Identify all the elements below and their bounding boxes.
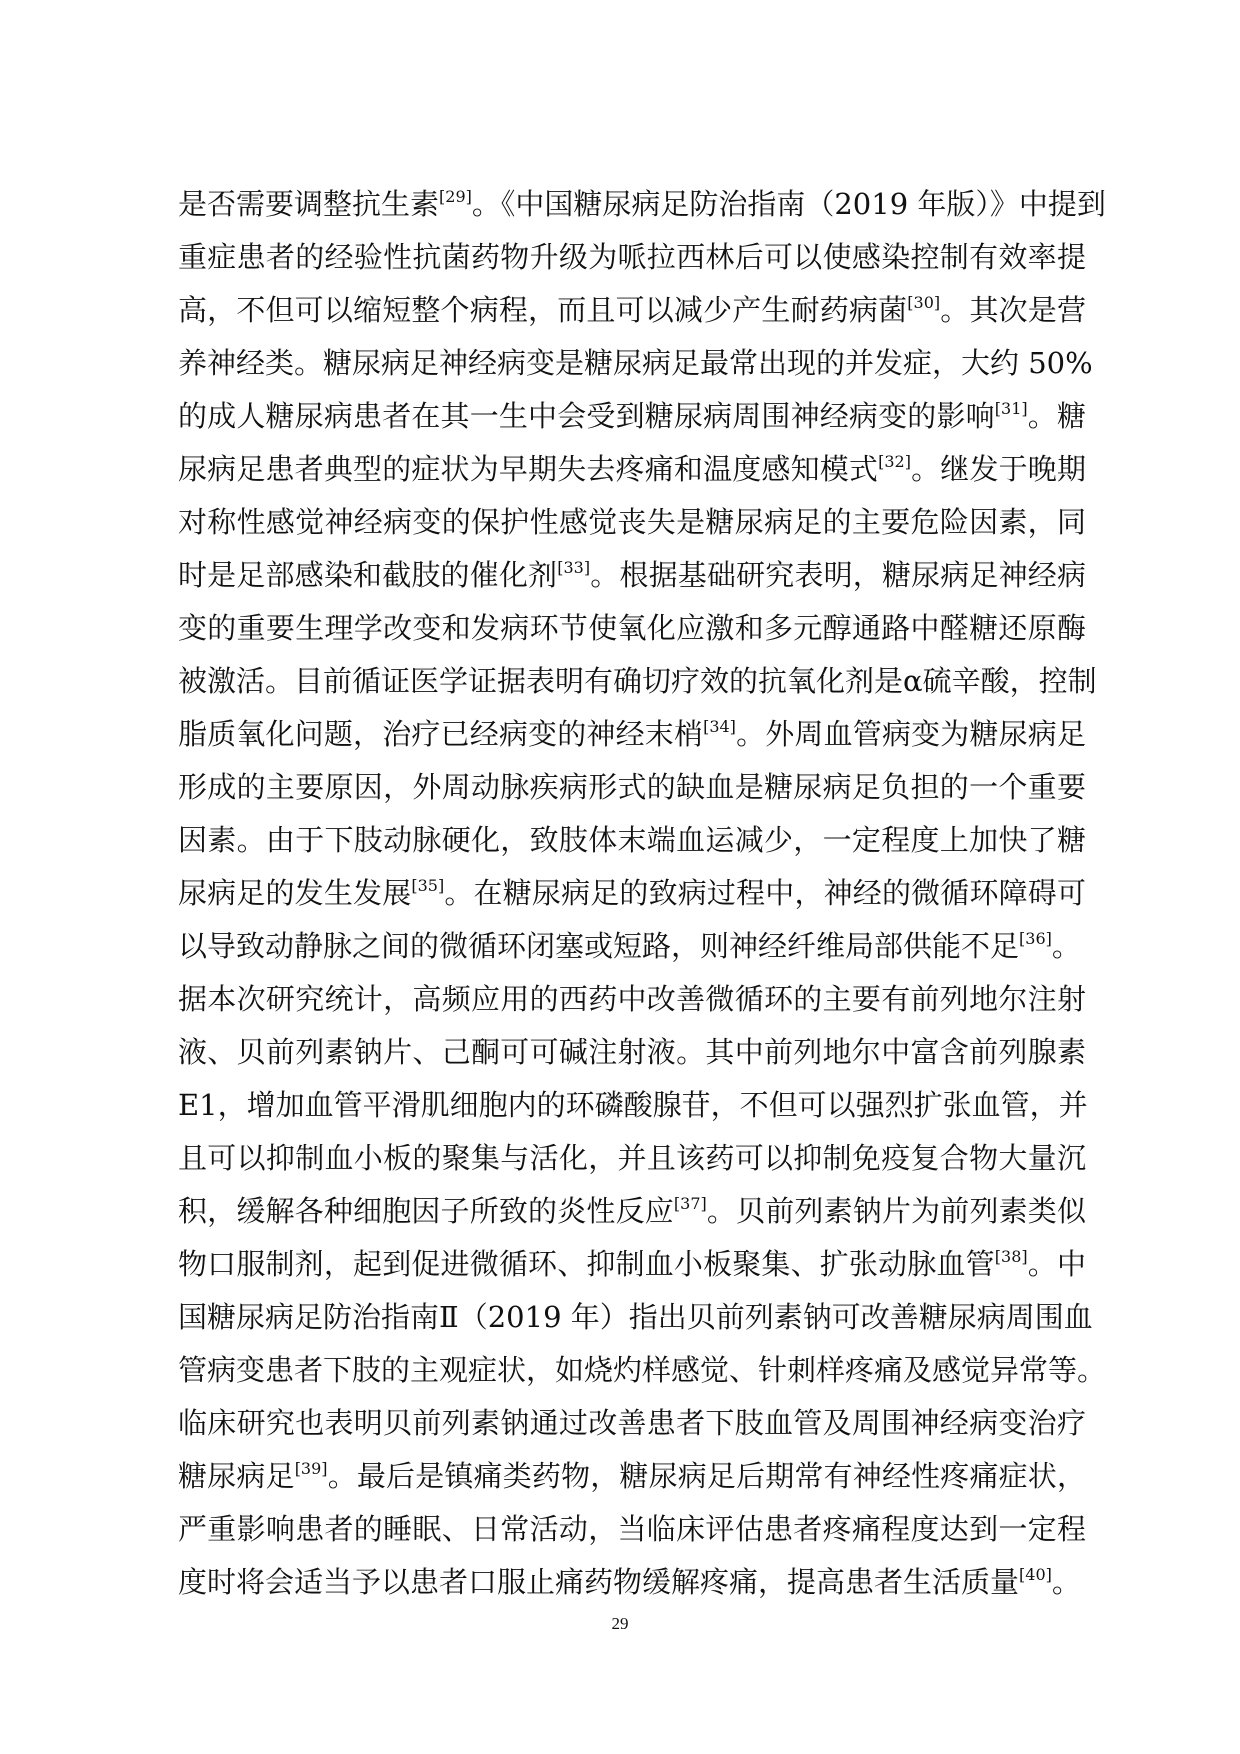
text-line	[178, 1079, 1086, 1132]
citation-marker: [30]	[907, 293, 941, 312]
text-line	[178, 1026, 1086, 1079]
text-segment: 管病变患者下肢的主观症状，如烧灼样感觉、针刺样疼痛及感觉异常等。	[178, 1353, 1107, 1387]
text-line	[178, 1132, 1086, 1185]
text-line	[178, 1556, 1086, 1609]
text-segment: 以导致动静脉之间的微循环闭塞或短路，则神经纤维局部供能不足	[178, 929, 1020, 963]
text-line	[178, 867, 1086, 920]
text-segment: 物口服制剂，起到促进微循环、抑制血小板聚集、扩张动脉血管	[178, 1247, 995, 1281]
text-segment: 。根据基础研究表明，糖尿病足神经病	[590, 558, 1086, 592]
text-segment: 。外周血管病变为糖尿病足	[735, 717, 1086, 751]
text-segment: 积，缓解各种细胞因子所致的炎性反应	[178, 1194, 674, 1228]
citation-marker: [35]	[411, 876, 445, 895]
text-line	[178, 920, 1086, 973]
citation-marker: [32]	[878, 452, 911, 471]
text-segment: 变的重要生理学改变和发病环节使氧化应激和多元醇通路中醛糖还原酶	[178, 611, 1086, 645]
citation-marker: [31]	[994, 399, 1028, 418]
text-line	[178, 1503, 1086, 1556]
text-line	[178, 602, 1086, 655]
text-line	[178, 1291, 1093, 1344]
text-line	[178, 231, 1086, 284]
text-line	[178, 337, 1093, 390]
text-segment: 高，不但可以缩短整个病程，而且可以减少产生耐药病菌	[178, 293, 908, 327]
citation-marker: [34]	[703, 717, 736, 736]
text-segment: 。继发于晚期	[910, 452, 1086, 486]
text-segment: 形成的主要原因，外周动脉疾病形式的缺血是糖尿病足负担的一个重要	[178, 770, 1086, 804]
text-segment: 尿病足患者典型的症状为早期失去疼痛和温度感知模式	[178, 452, 879, 486]
text-segment: 尿病足的发生发展	[178, 876, 412, 910]
text-segment: 。最后是镇痛类药物，糖尿病足后期常有神经性疼痛症状，	[327, 1459, 1086, 1493]
text-segment: 的成人糖尿病患者在其一生中会受到糖尿病周围神经病变的影响	[178, 399, 995, 433]
text-segment: 据本次研究统计，高频应用的西药中改善微循环的主要有前列地尔注射	[178, 982, 1086, 1016]
text-segment: 脂质氧化问题，治疗已经病变的神经末梢	[178, 717, 704, 751]
text-segment: 。糖	[1027, 399, 1086, 433]
text-segment: 对称性感觉神经病变的保护性感觉丧失是糖尿病足的主要危险因素，同	[178, 505, 1086, 539]
text-line	[178, 814, 1086, 867]
text-line	[178, 1185, 1086, 1238]
text-line	[178, 443, 1086, 496]
text-line	[178, 178, 1106, 231]
text-line	[178, 284, 1086, 337]
text-segment: 。	[1051, 1565, 1081, 1599]
citation-marker: [38]	[994, 1247, 1028, 1266]
text-segment: E1，增加血管平滑肌细胞内的环磷酸腺苷，不但可以强烈扩张血管，并	[178, 1088, 1088, 1122]
text-line	[178, 1397, 1086, 1450]
citation-marker: [36]	[1019, 929, 1052, 948]
text-segment: 。其次是营	[940, 293, 1086, 327]
text-segment: 。中	[1027, 1247, 1086, 1281]
text-segment: 是否需要调整抗生素	[178, 187, 440, 221]
text-segment: 。《中国糖尿病足防治指南（2019 年版）》中提到	[471, 187, 1106, 221]
text-line	[178, 1344, 1107, 1397]
text-line	[178, 1450, 1086, 1503]
text-segment: 度时将会适当予以患者口服止痛药物缓解疼痛，提高患者生活质量	[178, 1565, 1020, 1599]
text-segment: 。在糖尿病足的致病过程中，神经的微循环障碍可	[444, 876, 1086, 910]
text-line	[178, 390, 1086, 443]
text-segment: 时是足部感染和截肢的催化剂	[178, 558, 558, 592]
citation-marker: [40]	[1019, 1565, 1052, 1584]
text-segment: 临床研究也表明贝前列素钠通过改善患者下肢血管及周围神经病变治疗	[178, 1406, 1086, 1440]
citation-marker: [37]	[673, 1194, 707, 1213]
text-segment: 国糖尿病足防治指南Ⅱ（2019 年）指出贝前列素钠可改善糖尿病周围血	[178, 1300, 1093, 1334]
body-text	[178, 178, 1107, 1609]
text-segment: 且可以抑制血小板的聚集与活化，并且该药可以抑制免疫复合物大量沉	[178, 1141, 1086, 1175]
text-line	[178, 1238, 1086, 1291]
text-segment: 因素。由于下肢动脉硬化，致肢体末端血运减少，一定程度上加快了糖	[178, 823, 1086, 857]
text-segment: 。贝前列素钠片为前列素类似	[706, 1194, 1086, 1228]
text-segment: 养神经类。糖尿病足神经病变是糖尿病足最常出现的并发症，大约 50%	[178, 346, 1093, 380]
text-line	[178, 761, 1086, 814]
page-number: 29	[611, 1614, 629, 1633]
text-segment: 糖尿病足	[178, 1459, 295, 1493]
citation-marker: [29]	[439, 187, 472, 206]
text-line	[178, 655, 1097, 708]
text-segment: 。	[1051, 929, 1081, 963]
citation-marker: [39]	[294, 1459, 328, 1478]
citation-marker: [33]	[557, 558, 591, 577]
text-line	[178, 973, 1086, 1026]
text-line	[178, 708, 1086, 761]
text-segment: 被激活。目前循证医学证据表明有确切疗效的抗氧化剂是α硫辛酸，控制	[178, 664, 1097, 698]
text-line	[178, 496, 1086, 549]
text-segment: 严重影响患者的睡眠、日常活动，当临床评估患者疼痛程度达到一定程	[178, 1512, 1086, 1546]
text-segment: 重症患者的经验性抗菌药物升级为哌拉西林后可以使感染控制有效率提	[178, 240, 1086, 274]
text-line	[178, 549, 1086, 602]
text-segment: 液、贝前列素钠片、己酮可可碱注射液。其中前列地尔中富含前列腺素	[178, 1035, 1086, 1069]
